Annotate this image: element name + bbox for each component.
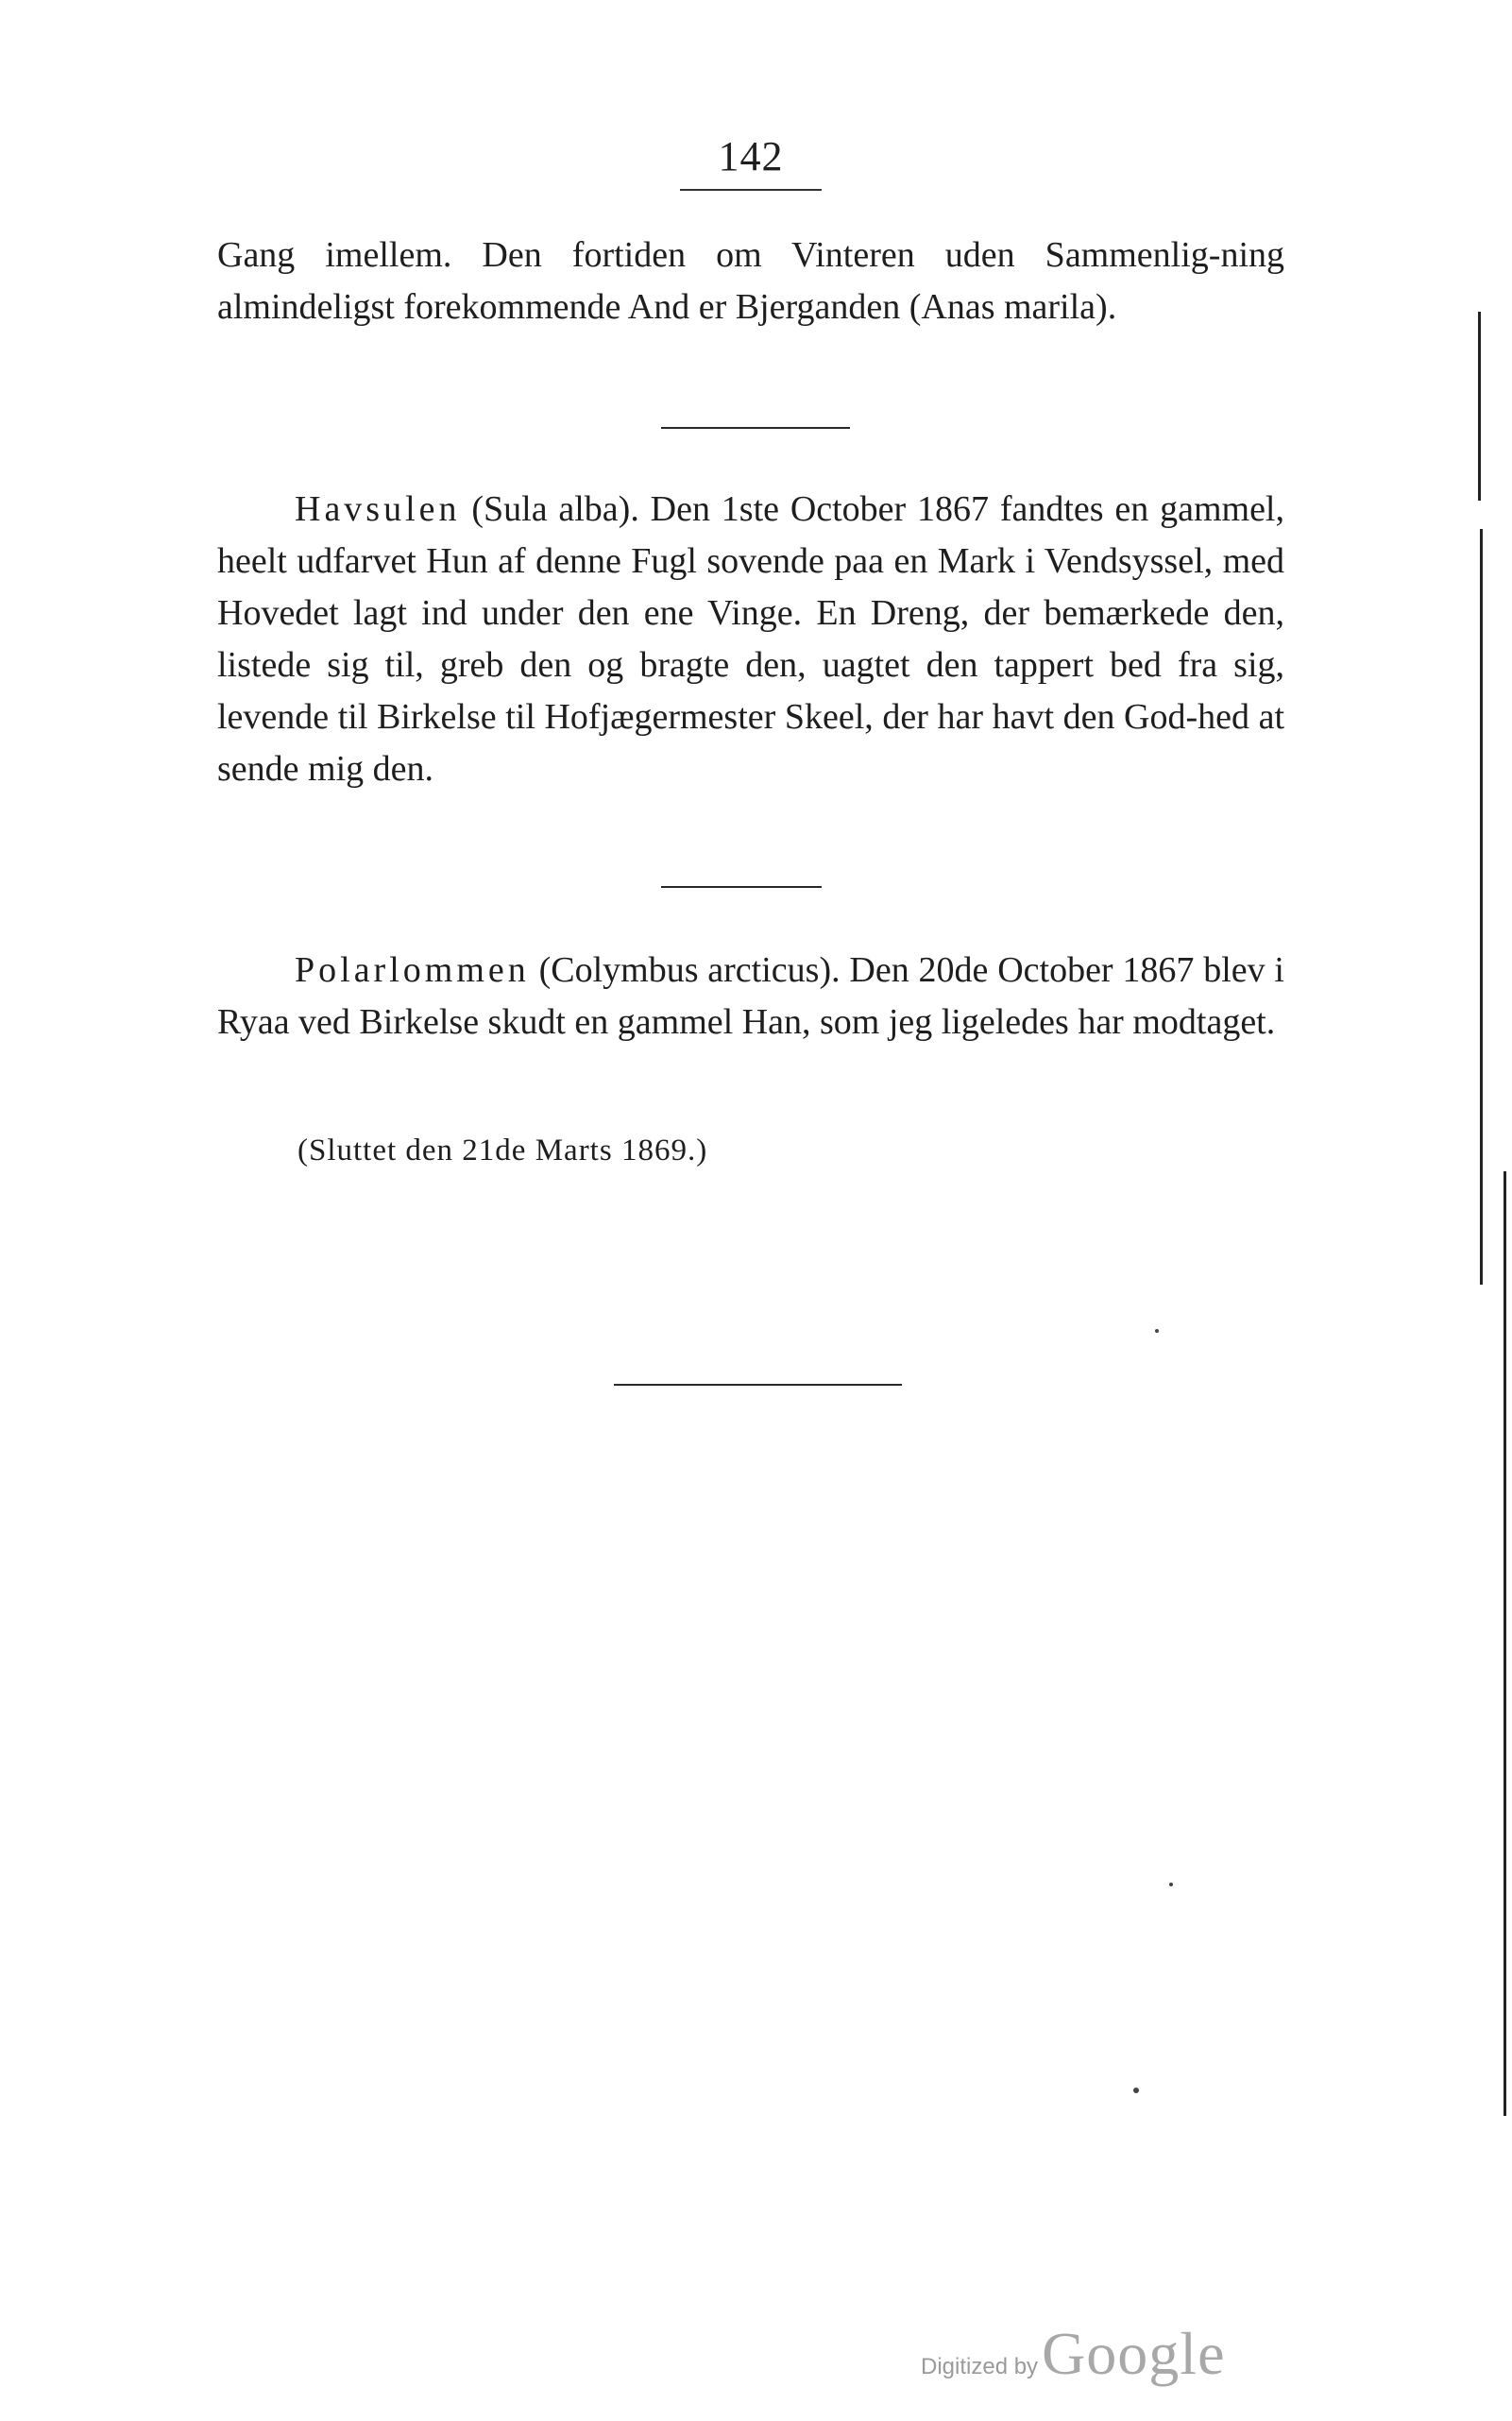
paragraph-1-text: Gang imellem. Den fortiden om Vinteren uden Sammenlig-ning almindeligst forekommende And er Bjerganden (Anas marila).	[217, 235, 1284, 327]
scan-edge-line	[1478, 312, 1481, 501]
google-logo: Google	[1042, 2320, 1226, 2387]
scan-speck	[1155, 1329, 1159, 1333]
page-number: 142	[718, 133, 784, 179]
watermark-prefix: Digitized by	[921, 2354, 1039, 2379]
scan-edge-line	[1480, 529, 1483, 1285]
paragraph-havsulen	[217, 484, 1284, 795]
scan-speck	[1169, 1883, 1173, 1886]
paragraph-polarlommen	[217, 945, 1284, 1049]
section-separator	[661, 427, 850, 429]
closing-note: (Sluttet den 21de Marts 1869.)	[297, 1134, 708, 1168]
paragraph-3	[217, 945, 1284, 1049]
paragraph-bjerganden	[217, 230, 1284, 333]
scan-edge-line	[1504, 1171, 1506, 2116]
section-separator	[661, 886, 822, 888]
end-rule	[614, 1384, 902, 1386]
paragraph-2	[217, 484, 1284, 795]
species-heading-polarlommen: Polarlommen	[295, 950, 530, 990]
paragraph-2-text: (Sula alba). Den 1ste October 1867 fandtes en gammel, heelt udfarvet Hun af denne Fugl sovende paa en Mark i Vendsyssel, med Hovedet lagt ind under den ene Vinge. En Dreng, der bemærkede den, listede sig til, greb den og bragte den, uagtet den tappert bed fra sig, levende til Birkelse til Hofjægermester Skeel, der har havt den God-hed at sende mig den.	[217, 489, 1284, 789]
page-number-rule	[680, 189, 822, 191]
paragraph-3-text: (Colymbus arcticus). Den 20de October 1867 blev i Ryaa ved Birkelse skudt en gammel Han, som jeg ligeledes har modtaget.	[217, 950, 1284, 1042]
species-heading-havsulen: Havsulen	[295, 489, 461, 529]
digitized-watermark	[921, 2319, 1225, 2389]
scan-speck	[1133, 2088, 1139, 2093]
